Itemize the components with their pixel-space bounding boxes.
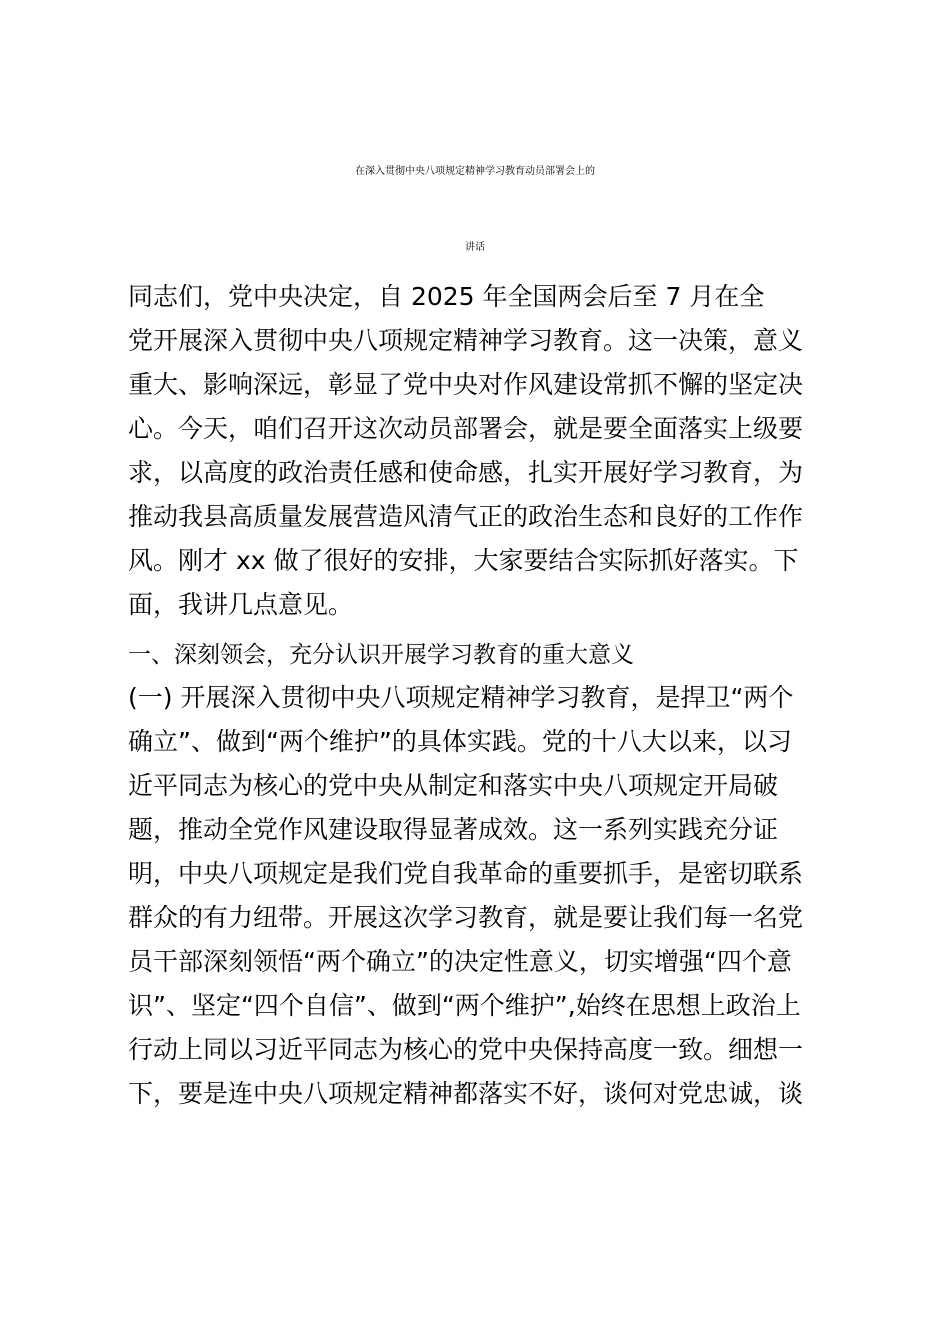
document-title-line-2: 讲话 [465,242,485,253]
body-line-6: 群众的有力纽带。开展这次学习教育，就是要让我们每一名党 [128,903,804,932]
intro-line-6: 推动我县高质量发展营造风清气正的政治生态和良好的工作作 [128,502,804,531]
intro-line-7: 风。刚才 xx 做了很好的安排，大家要结合实际抓好落实。下 [128,546,799,575]
intro-line-1: 同志们，党中央决定，自 2025 年全国两会后至 7 月在全 [128,282,765,311]
body-line-5: 明，中央八项规定是我们党自我革命的重要抓手，是密切联系 [128,859,804,888]
document-title-line-1: 在深入贯彻中央八项规定精神学习教育动员部署会上的 [355,166,595,177]
section-heading: 一、深刻领会，充分认识开展学习教育的重大意义 [128,642,634,668]
intro-line-5: 求，以高度的政治责任感和使命感，扎实开展好学习教育，为 [128,458,804,487]
body-line-8: 识”、坚定“四个自信”、做到“两个维护”,始终在思想上政治上 [128,991,801,1020]
intro-line-3: 重大、影响深远，彰显了党中央对作风建设常抓不懈的坚定决 [128,370,804,399]
intro-line-2: 党开展深入贯彻中央八项规定精神学习教育。这一决策，意义 [128,326,804,355]
body-line-4: 题，推动全党作风建设取得显著成效。这一系列实践充分证 [128,815,779,844]
body-line-7: 员干部深刻领悟“两个确立”的决定性意义，切实增强“四个意 [128,947,792,976]
body-line-2: 确立”、做到“两个维护”的具体实践。党的十八大以来，以习 [128,727,792,756]
body-line-3: 近平同志为核心的党中央从制定和落实中央八项规定开局破 [128,771,779,800]
intro-line-8: 面，我讲几点意见。 [128,590,354,619]
body-line-9: 行动上同以习近平同志为核心的党中央保持高度一致。细想一 [128,1035,804,1064]
body-line-1: (一) 开展深入贯彻中央八项规定精神学习教育，是捍卫“两个 [128,683,794,712]
body-line-10: 下，要是连中央八项规定精神都落实不好，谈何对党忠诚，谈 [128,1079,804,1108]
intro-line-4: 心。今天，咱们召开这次动员部署会，就是要全面落实上级要 [128,414,804,443]
